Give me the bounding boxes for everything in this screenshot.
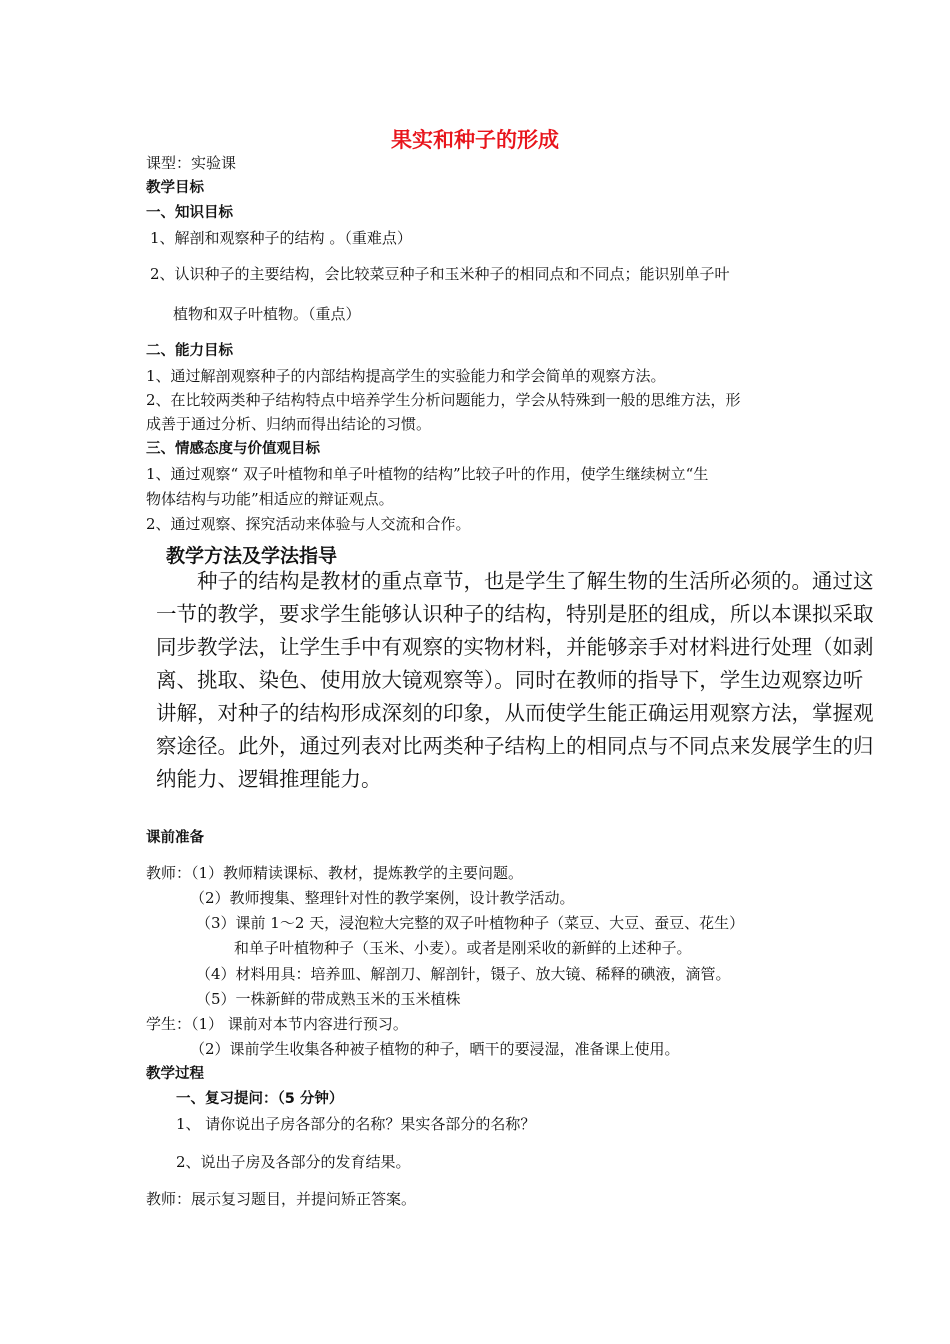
method-line: 同步教学法，让学生手中有观察的实物材料，并能够亲手对材料进行处理（如剥 xyxy=(156,635,874,659)
prep-teacher-3a: （3）课前 1～2 天，浸泡粒大完整的双子叶植物种子（菜豆、大豆、蚕豆、花生） xyxy=(196,914,745,932)
page-title: 果实和种子的形成 xyxy=(391,128,559,152)
method-line: 讲解，对种子的结构形成深刻的印象，从而使学生能正确运用观察方法，掌握观 xyxy=(156,701,874,725)
lesson-type: 课型：实验课 xyxy=(146,154,237,172)
emotion-heading: 三、情感态度与价值观目标 xyxy=(146,441,320,457)
teacher-note: 教师：展示复习题目，并提问矫正答案。 xyxy=(146,1190,417,1208)
emotion-item-2: 2、通过观察、探究活动来体验与人交流和合作。 xyxy=(146,515,471,533)
prep-teacher-3b: 和单子叶植物种子（玉米、小麦）。或者是刚采收的新鲜的上述种子。 xyxy=(234,939,692,957)
knowledge-item-2-line1: 2、认识种子的主要结构，会比较菜豆种子和玉米种子的相同点和不同点；能识别单子叶 xyxy=(150,265,730,283)
method-heading: 教学方法及学法指导 xyxy=(166,545,338,567)
method-line: 种子的结构是教材的重点章节，也是学生了解生物的生活所必须的。通过这 xyxy=(197,569,874,593)
ability-item-2-line1: 2、在比较两类种子结构特点中培养学生分析问题能力，学会从特殊到一般的思维方法，形 xyxy=(146,391,741,409)
process-heading: 教学过程 xyxy=(146,1066,204,1082)
review-heading: 一、复习提问：（5 分钟） xyxy=(176,1091,344,1107)
prep-teacher-1: 教师：（1）教师精读课标、教材，提炼教学的主要问题。 xyxy=(146,864,524,882)
review-question-1: 1、 请你说出子房各部分的名称？果实各部分的名称？ xyxy=(176,1115,536,1133)
prep-student-2: （2）课前学生收集各种被子植物的种子，晒干的要浸湿，准备课上使用。 xyxy=(190,1040,680,1058)
method-line: 纳能力、逻辑推理能力。 xyxy=(156,767,382,791)
emotion-item-1-line2: 物体结构与功能”相适应的辩证观点。 xyxy=(146,490,394,508)
prep-teacher-5: （5）一株新鲜的带成熟玉米的玉米植株 xyxy=(196,990,461,1008)
ability-item-1: 1、通过解剖观察种子的内部结构提高学生的实验能力和学会简单的观察方法。 xyxy=(146,367,666,385)
ability-item-2-line2: 成善于通过分析、归纳而得出结论的习惯。 xyxy=(146,415,432,433)
prep-teacher-4: （4）材料用具：培养皿、解剖刀、解剖针，镊子、放大镜、稀释的碘液，滴管。 xyxy=(196,965,731,983)
method-line: 察途径。此外，通过列表对比两类种子结构上的相同点与不同点来发展学生的归 xyxy=(156,734,874,758)
method-line: 一节的教学，要求学生能够认识种子的结构，特别是胚的组成，所以本课拟采取 xyxy=(156,602,874,626)
ability-heading: 二、能力目标 xyxy=(146,343,233,359)
review-question-2: 2、说出子房及各部分的发育结果。 xyxy=(176,1153,411,1171)
knowledge-item-2-line2: 植物和双子叶植物。（重点） xyxy=(173,305,361,323)
prep-student-1: 学生：（1） 课前对本节内容进行预习。 xyxy=(146,1015,408,1033)
objectives-heading: 教学目标 xyxy=(146,180,204,196)
knowledge-heading: 一、知识目标 xyxy=(146,205,233,221)
prep-teacher-2: （2）教师搜集、整理针对性的教学案例，设计教学活动。 xyxy=(190,889,575,907)
method-line: 离、挑取、染色、使用放大镜观察等）。同时在教师的指导下，学生边观察边听 xyxy=(156,668,864,692)
prep-heading: 课前准备 xyxy=(146,830,204,846)
knowledge-item-1: 1、解剖和观察种子的结构 。（重难点） xyxy=(150,229,412,247)
emotion-item-1-line1: 1、通过观察“ 双子叶植物和单子叶植物的结构”比较子叶的作用，使学生继续树立“生 xyxy=(146,465,709,483)
